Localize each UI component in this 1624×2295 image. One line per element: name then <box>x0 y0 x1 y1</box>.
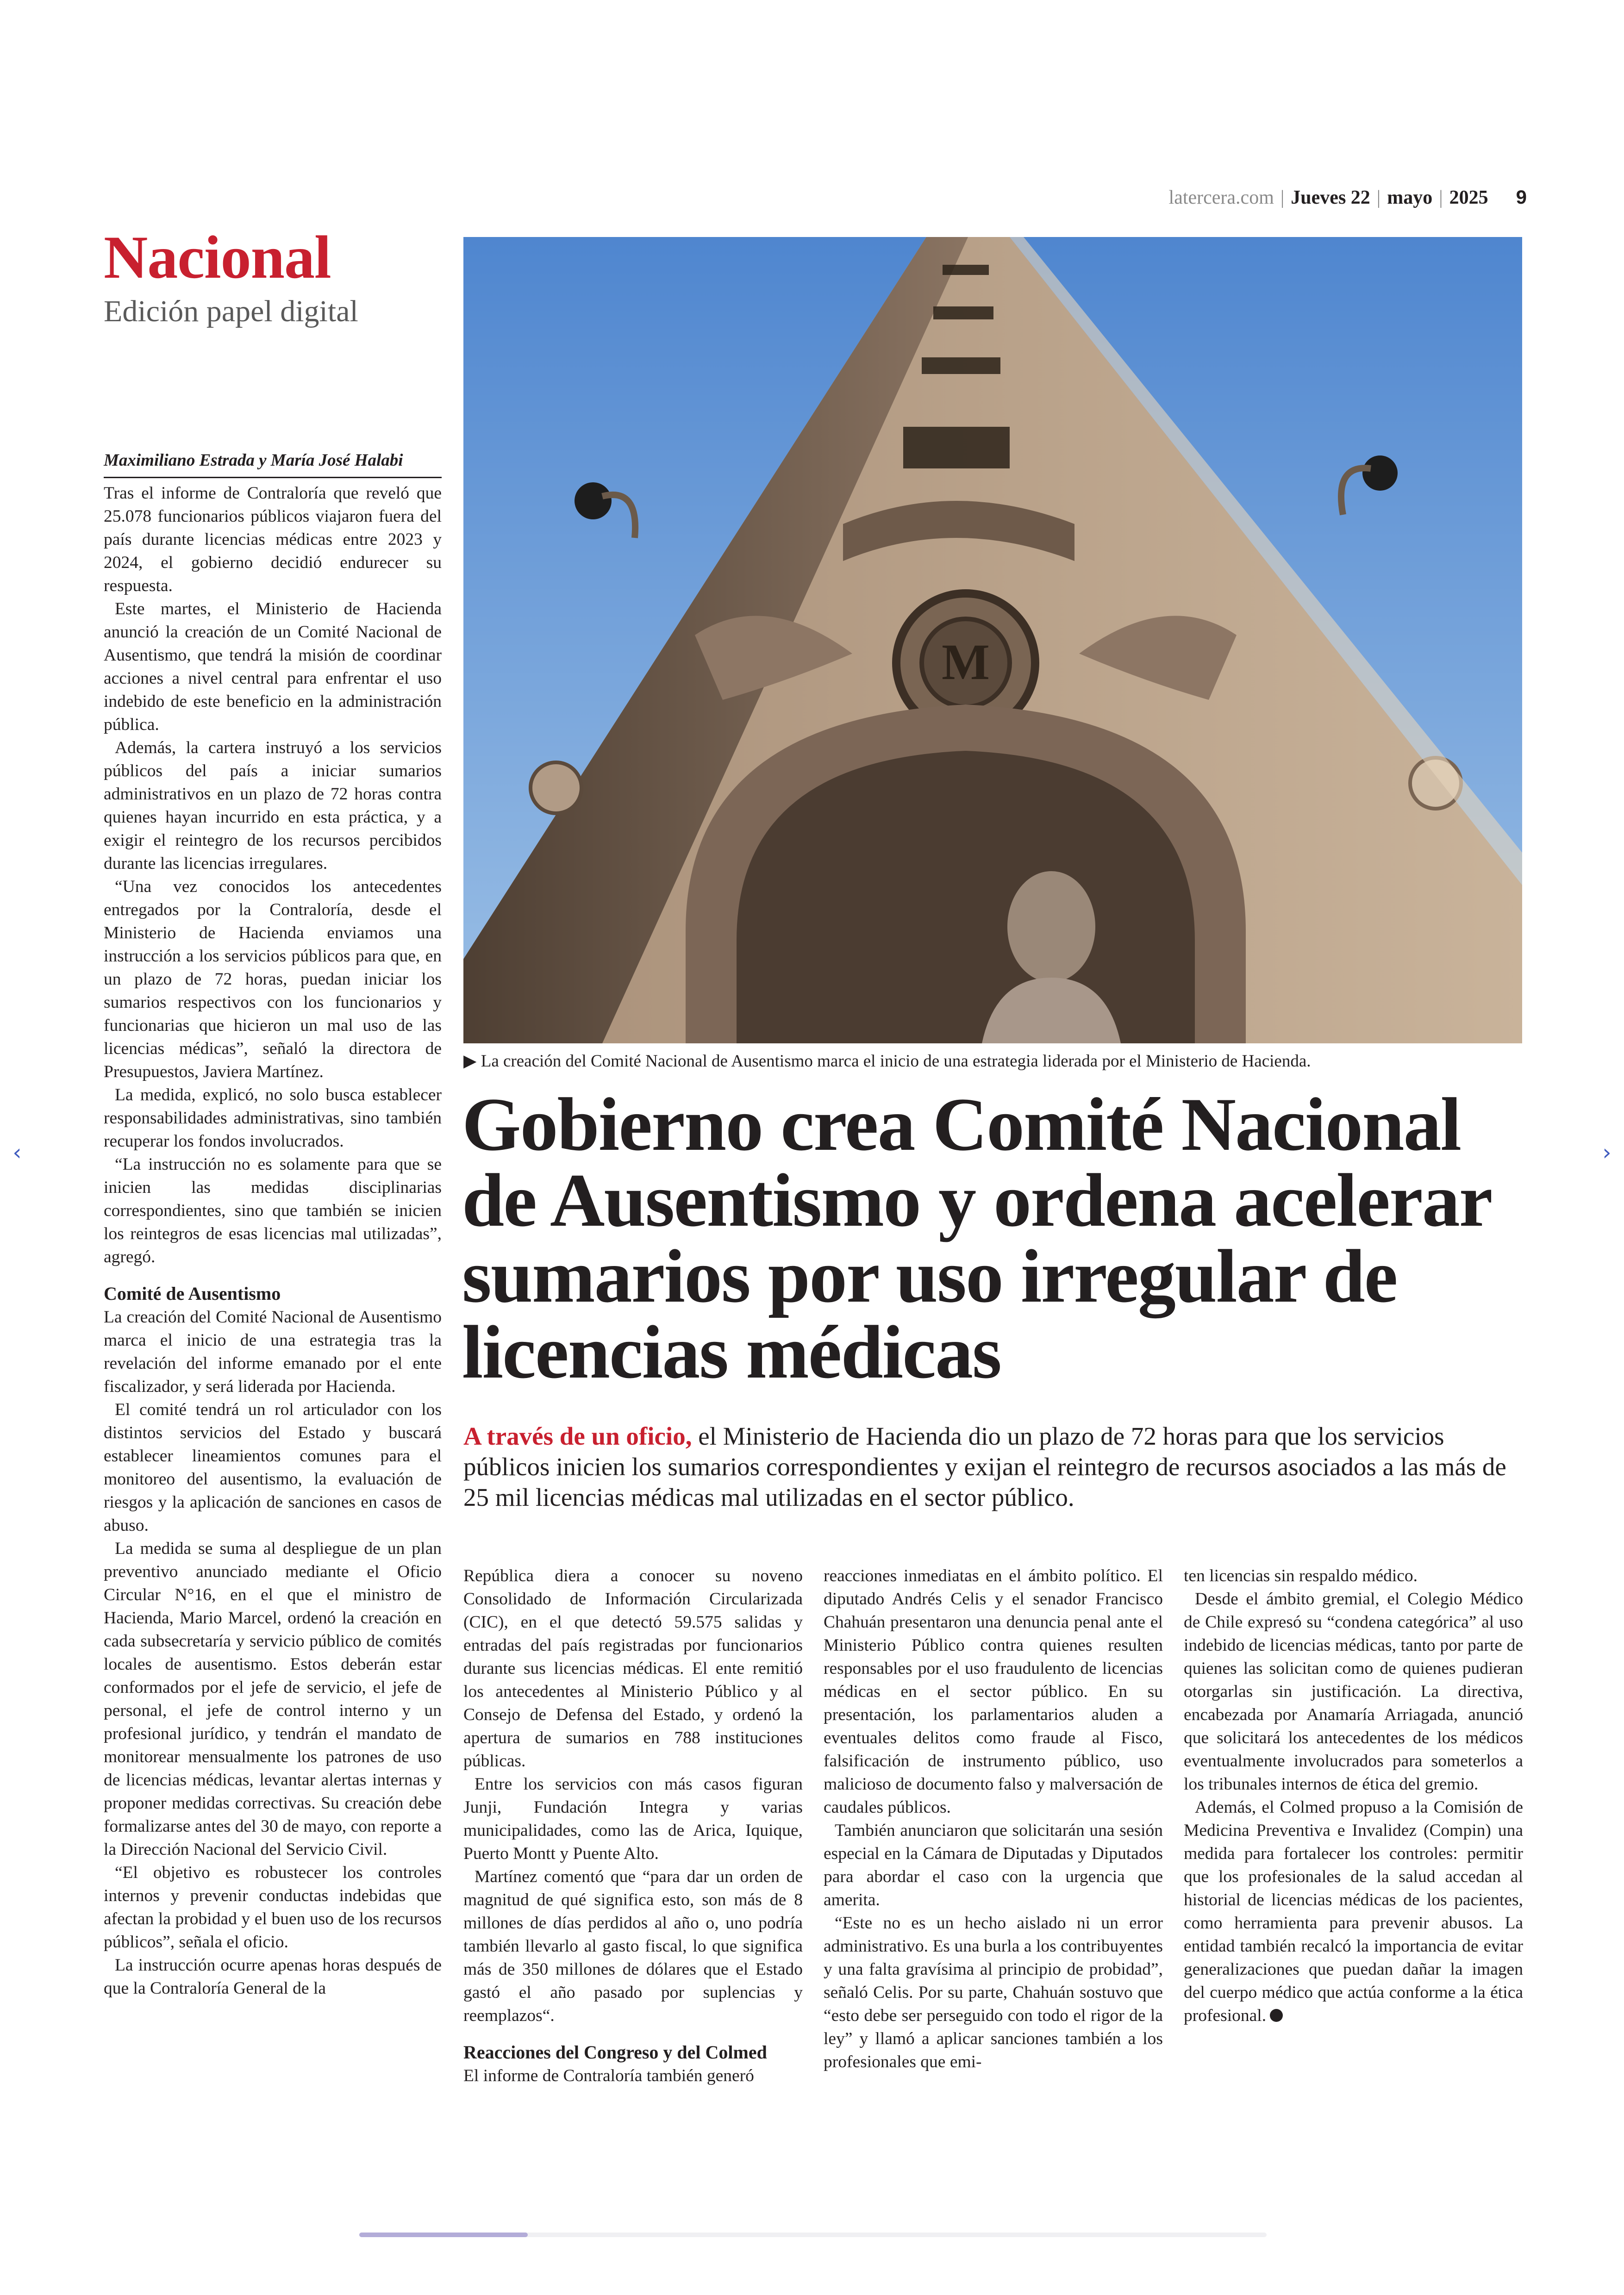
headline: Gobierno crea Comité Nacional de Ausentismo y ordena acelerar sumarios por uso irregular de licencias médicas <box>462 1083 1491 1394</box>
paragraph: La creación del Comité Nacional de Ausentismo marca el inicio de una estrategia tras la revelación del informe emanado por el ente fiscalizador, y será liderada por Hacienda. <box>104 1308 442 1396</box>
paragraph: “El objetivo es robustecer los controles internos y prevenir conductas indebidas que afectan la probidad y el buen uso de los recursos públicos”, señala el oficio. <box>104 1863 442 1952</box>
site-name: latercera.com <box>1168 187 1274 208</box>
paragraph: República diera a conocer su noveno Consolidado de Información Circularizada (CIC), en el que detectó 59.575 salidas y entradas del país registradas por funcionarios durante sus licencias médicas. El ente remitió los antecedentes al Ministerio Público y al Consejo de Defensa del Estado, y ordenó la apertura de sumarios en 788 instituciones públicas. <box>463 1566 803 1771</box>
end-mark-icon <box>1270 2009 1283 2022</box>
paragraph: reacciones inmediatas en el ámbito político. El diputado Andrés Celis y el senador Francisco Chahuán presentaron una denuncia penal ante el Ministerio Público contra quienes resulten responsables por el uso fraudulento de licencias médicas en el sector público. En su presentación, los parlamentarios aluden a eventuales delitos como fraude al Fisco, falsificación de instrumento público, uso malicioso de documento falso y malversación de caudales públicos. <box>824 1566 1163 1817</box>
prev-page-button[interactable] <box>6 1139 29 1166</box>
paragraph: La instrucción ocurre apenas horas después de que la Contraloría General de la <box>104 1956 442 1998</box>
header-day: Jueves 22 <box>1291 187 1370 208</box>
paragraph: ten licencias sin respaldo médico. <box>1184 1566 1418 1585</box>
subhead-comite: Comité de Ausentismo <box>104 1283 281 1304</box>
lead-kicker: A través de un oficio, <box>463 1422 692 1450</box>
header-month: mayo <box>1387 187 1433 208</box>
byline: Maximiliano Estrada y María José Halabi <box>104 449 442 478</box>
svg-text:M: M <box>942 634 990 690</box>
paragraph: También anunciaron que solicitarán una sesión especial en la Cámara de Diputadas y Diputados para abordar el caso con la urgencia que amerita. <box>824 1821 1163 1909</box>
caption-arrow-icon: ▶ <box>463 1052 477 1071</box>
section-title: Nacional <box>104 223 331 291</box>
chevron-left-icon: ‹ <box>12 1140 22 1166</box>
article-photo <box>463 237 1522 1043</box>
paragraph: El comité tendrá un rol articulador con los distintos servicios del Estado y buscará establecer lineamientos comunes para el monitoreo del ausentismo, la evaluación de riesgos y la aplicación de sanciones en casos de abuso. <box>104 1400 442 1535</box>
paragraph-text: Además, el Colmed propuso a la Comisión de Medicina Preventiva e Invalidez (Compin) una medida para fortalecer los controles: permitir que los profesionales de la salud accedan al historial de licencias médicas de los pacientes, como herramienta para prevenir abusos. La entidad también recalcó la importancia de evitar generalizaciones que puedan dañar la imagen del cuerpo médico que actúa conforme a la ética profesional. <box>1184 1798 1523 2025</box>
paragraph: “La instrucción no es solamente para que se inicien las medidas disciplinarias correspondientes, sino que también se inicien los reintegros de esas licencias mal utilizadas”, agregó. <box>104 1155 442 1266</box>
paragraph: Entre los servicios con más casos figuran Junji, Fundación Integra y varias municipalidades, como las de Arica, Iquique, Puerto Montt y Puente Alto. <box>463 1775 803 1863</box>
page-header: latercera.com | Jueves 22 | mayo | 2025 9 <box>1168 186 1527 208</box>
paragraph: Además, la cartera instruyó a los servicios públicos del país a iniciar sumarios administrativos en un plazo de 72 horas contra quienes hayan incurrido en esta práctica, y a exigir el reintegro de los recursos percibidos durante las licencias irregulares. <box>104 738 442 873</box>
article-column-4 <box>1184 1565 1523 2027</box>
paragraph: Este martes, el Ministerio de Hacienda anunció la creación de un Comité Nacional de Ausentismo, que tendrá la misión de coordinar acciones a nivel central para enfrentar el uso indebido de este beneficio en la administración pública. <box>104 599 442 734</box>
paragraph: Martínez comentó que “para dar un orden de magnitud de qué significa esto, son más de 8 millones de días perdidos al año o, uno podría también llevarlo al gasto fiscal, lo que significa más de 350 millones de dólares que el Estado gastó el año pasado por suplencias y reemplazos“. <box>463 1867 803 2025</box>
caption-text: La creación del Comité Nacional de Ausentismo marca el inicio de una estrategia liderada por el Ministerio de Hacienda. <box>481 1052 1311 1071</box>
next-page-button[interactable] <box>1595 1139 1618 1166</box>
scrollbar-thumb[interactable] <box>359 2233 528 2237</box>
header-year: 2025 <box>1449 187 1488 208</box>
building-illustration <box>463 237 1522 1043</box>
lead-paragraph <box>463 1421 1519 1513</box>
chevron-right-icon: › <box>1602 1140 1612 1166</box>
page-number: 9 <box>1516 186 1527 208</box>
paragraph: “Una vez conocidos los antecedentes entregados por la Contraloría, desde el Ministerio de Hacienda enviamos una instrucción a los servicios públicos para que, en un plazo de 72 horas, puedan iniciar los sumarios respectivos con los funcionarios y funcionarias que hicieron un mal uso de las licencias médicas”, señaló la directora de Presupuestos, Javiera Martínez. <box>104 877 442 1081</box>
paragraph <box>1184 1796 1523 2027</box>
photo-caption <box>463 1051 1522 1071</box>
edition-label: Edición papel digital <box>104 294 358 328</box>
paragraph: “Este no es un hecho aislado ni un error administrativo. Es una burla a los contribuyentes y una falta gravísima al principio de probidad”, señaló Celis. Por su parte, Chahuán sostuvo que “esto debe ser perseguido con todo el rigor de la ley” y llamó a aplicar sanciones también a los profesionales que emi- <box>824 1914 1163 2071</box>
lead-text: el Ministerio de Hacienda dio un plazo de 72 horas para que los servicios públicos inicien los sumarios correspondientes y exijan el reintegro de recursos asociados a las más de 25 mil licencias médicas mal utilizadas en el sector público. <box>463 1422 1506 1511</box>
paragraph: Desde el ámbito gremial, el Colegio Médico de Chile expresó su “condena categórica” al uso indebido de licencias médicas, tanto por parte de quienes las solicitan como de quienes pudieran otorgarlas sin justificación. La directiva, encabezada por Anamaría Arriagada, anunció que solicitará los antecedentes de los médicos eventualmente involucrados para someterlos a los tribunales internos de ética del gremio. <box>1184 1590 1523 1794</box>
paragraph: El informe de Contraloría también generó <box>463 2066 754 2085</box>
paragraph: Tras el informe de Contraloría que reveló que 25.078 funcionarios públicos viajaron fuera del país durante licencias médicas entre 2023 y 2024, el gobierno decidió endurecer su respuesta. <box>104 484 442 595</box>
article-column-2 <box>463 1565 803 2088</box>
article-column-3 <box>824 1565 1163 2074</box>
paragraph: La medida se suma al despliegue de un plan preventivo anunciado mediante el Oficio Circular N°16, en el que el ministro de Hacienda, Mario Marcel, ordenó la creación en cada subsecretaría y servicio público de comités locales de ausentismo. Estos deberán estar conformados por el jefe de servicio, el jefe de personal, el jefe de control interno y un profesional jurídico, y tendrán el mandato de monitorear mensualmente los patrones de uso de licencias médicas, levantar alertas internas y proponer medidas correctivas. Su creación debe formalizarse antes del 30 de mayo, con reporte a la Dirección Nacional del Servicio Civil. <box>104 1539 442 1859</box>
subhead-reacciones: Reacciones del Congreso y del Colmed <box>463 2042 767 2063</box>
paragraph: La medida, explicó, no solo busca establecer responsabilidades administrativas, sino también recuperar los fondos involucrados. <box>104 1085 442 1151</box>
article-column-1 <box>104 449 442 2000</box>
